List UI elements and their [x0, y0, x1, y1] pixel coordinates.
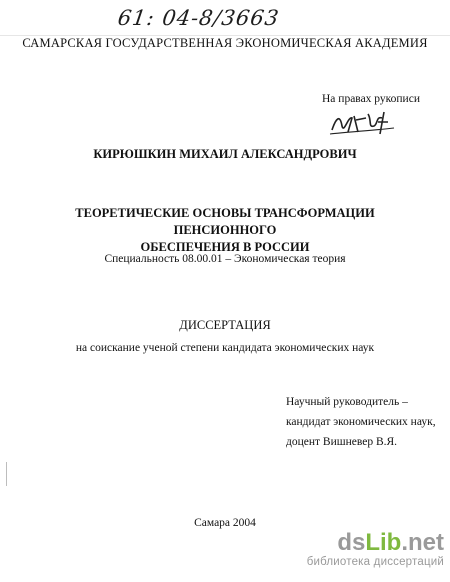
handwritten-archive-code: 61: 04-8/3663 — [116, 6, 281, 30]
title-line: ТЕОРЕТИЧЕСКИЕ ОСНОВЫ ТРАНСФОРМАЦИИ ПЕНСИОННОГО — [75, 206, 375, 237]
supervisor-degree: кандидат экономических наук, — [286, 416, 436, 428]
rights-notice: На правах рукописи — [322, 93, 420, 105]
title-line: ОБЕСПЕЧЕНИЯ В РОССИИ — [140, 240, 310, 254]
institution-name: САМАРСКАЯ ГОСУДАРСТВЕННАЯ ЭКОНОМИЧЕСКАЯ АКАДЕМИЯ — [22, 36, 428, 50]
watermark-tagline: библиотека диссертаций — [306, 556, 444, 568]
dissertation-title — [40, 205, 410, 256]
scan-edge-mark — [6, 462, 7, 486]
city-year: Самара 2004 — [194, 517, 256, 529]
watermark-logo — [307, 530, 444, 556]
handwritten-signature — [328, 106, 408, 138]
specialty: Специальность 08.00.01 – Экономическая теория — [104, 253, 346, 265]
watermark-logo-lib: Lib — [365, 529, 402, 556]
watermark-logo-net: .net — [401, 529, 444, 556]
supervisor-name: доцент Вишневер В.Я. — [286, 436, 398, 448]
supervisor-block — [286, 392, 446, 452]
degree-purpose: на соискание ученой степени кандидата экономических наук — [75, 342, 375, 354]
document-type: ДИССЕРТАЦИЯ — [179, 318, 271, 332]
dslib-watermark — [307, 530, 444, 568]
supervisor-role: Научный руководитель – — [286, 396, 408, 408]
watermark-logo-ds: ds — [337, 529, 366, 556]
author-name: КИРЮШКИН МИХАИЛ АЛЕКСАНДРОВИЧ — [93, 147, 357, 161]
